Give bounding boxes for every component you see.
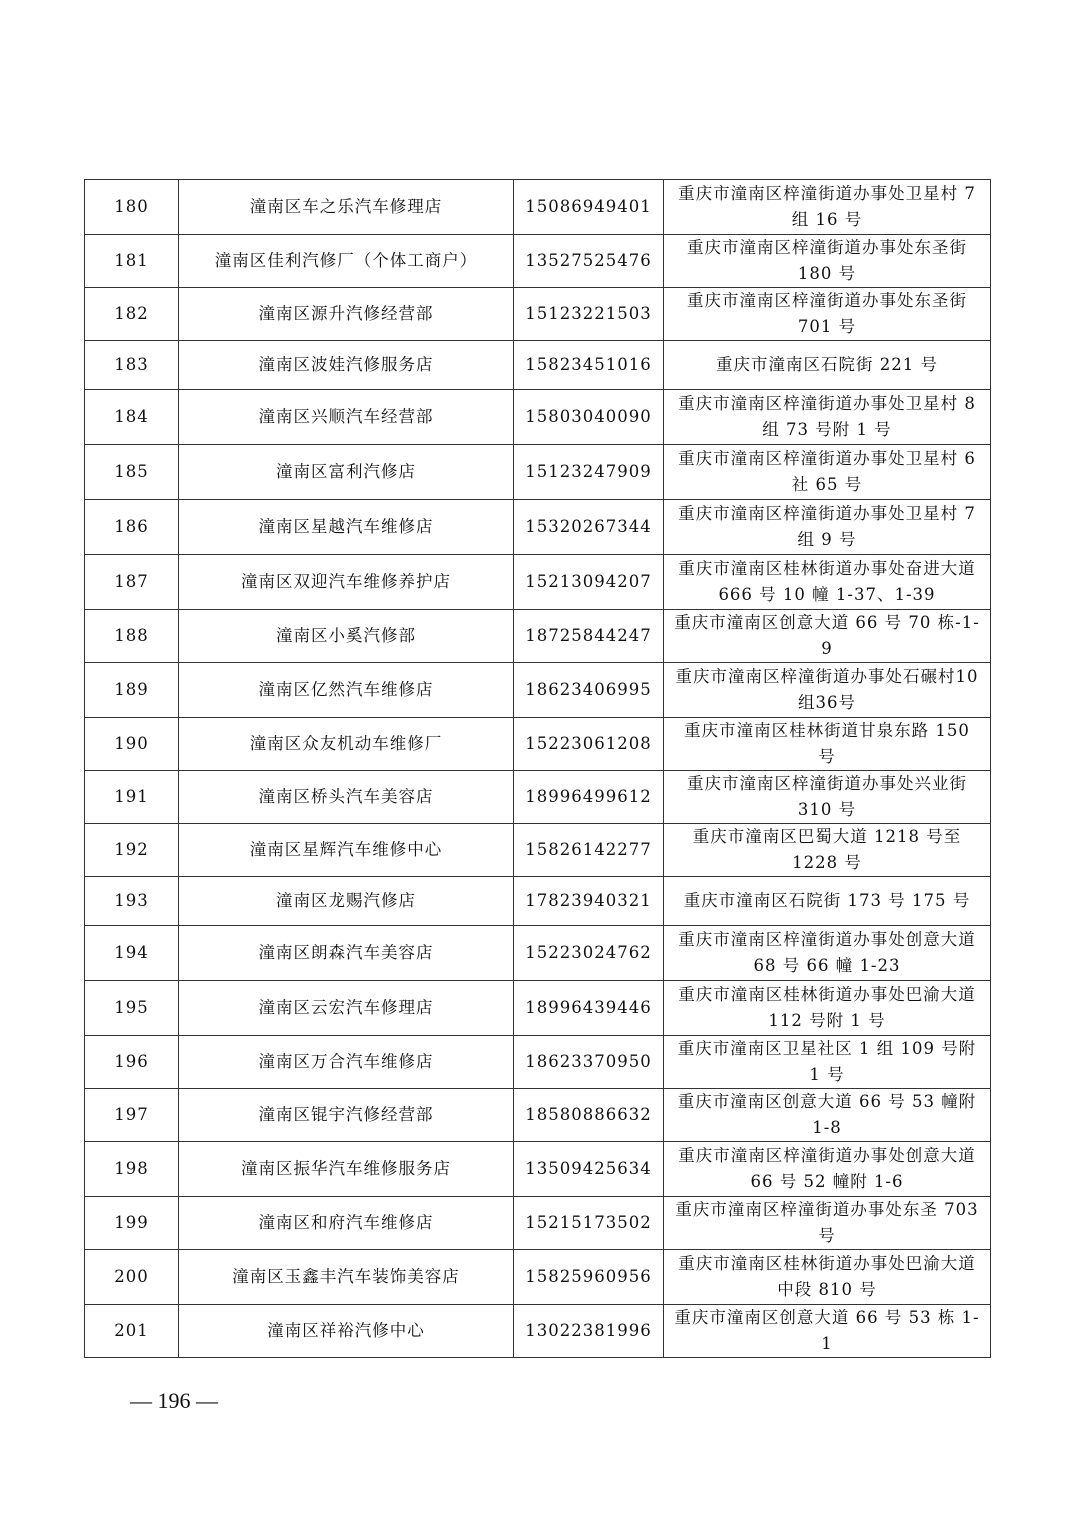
row-number: 194 (85, 926, 179, 981)
address: 重庆市潼南区桂林街道办事处巴渝大道 112 号附 1 号 (664, 981, 991, 1036)
address: 重庆市潼南区卫星社区 1 组 109 号附 1 号 (664, 1036, 991, 1089)
phone-number: 17823940321 (514, 877, 664, 926)
address: 重庆市潼南区创意大道 66 号 53 幢附 1-8 (664, 1089, 991, 1142)
business-name: 潼南区车之乐汽车修理店 (179, 180, 514, 235)
table-row (85, 981, 991, 1036)
address: 重庆市潼南区梓潼街道办事处卫星村 7 组 16 号 (664, 180, 991, 235)
business-name: 潼南区龙赐汽修店 (179, 877, 514, 926)
business-name: 潼南区祥裕汽修中心 (179, 1305, 514, 1358)
address: 重庆市潼南区梓潼街道办事处东圣街 180 号 (664, 235, 991, 288)
table-row (85, 500, 991, 555)
phone-number: 18623406995 (514, 663, 664, 718)
address: 重庆市潼南区桂林街道甘泉东路 150 号 (664, 718, 991, 771)
phone-number: 15123221503 (514, 288, 664, 341)
table-row (85, 341, 991, 390)
address: 重庆市潼南区巴蜀大道 1218 号至 1228 号 (664, 824, 991, 877)
table-row (85, 1305, 991, 1358)
address: 重庆市潼南区桂林街道办事处巴渝大道中段 810 号 (664, 1250, 991, 1305)
table-row (85, 663, 991, 718)
business-table (84, 179, 991, 1358)
address: 重庆市潼南区梓潼街道办事处卫星村 7 组 9 号 (664, 500, 991, 555)
table-row (85, 1197, 991, 1250)
table-row (85, 235, 991, 288)
row-number: 189 (85, 663, 179, 718)
phone-number: 15223024762 (514, 926, 664, 981)
table-row (85, 718, 991, 771)
table-row (85, 445, 991, 500)
business-name: 潼南区星越汽车维修店 (179, 500, 514, 555)
row-number: 199 (85, 1197, 179, 1250)
page-number: — 196 — (130, 1388, 218, 1413)
phone-number: 13022381996 (514, 1305, 664, 1358)
row-number: 180 (85, 180, 179, 235)
row-number: 195 (85, 981, 179, 1036)
business-name: 潼南区和府汽车维修店 (179, 1197, 514, 1250)
row-number: 190 (85, 718, 179, 771)
phone-number: 18996499612 (514, 771, 664, 824)
phone-number: 18623370950 (514, 1036, 664, 1089)
row-number: 197 (85, 1089, 179, 1142)
business-name: 潼南区富利汽修店 (179, 445, 514, 500)
business-name: 潼南区众友机动车维修厂 (179, 718, 514, 771)
row-number: 192 (85, 824, 179, 877)
business-name: 潼南区佳利汽修厂（个体工商户） (179, 235, 514, 288)
row-number: 184 (85, 390, 179, 445)
address: 重庆市潼南区桂林街道办事处奋进大道 666 号 10 幢 1-37、1-39 (664, 555, 991, 610)
business-name: 潼南区桥头汽车美容店 (179, 771, 514, 824)
phone-number: 15086949401 (514, 180, 664, 235)
table-row (85, 877, 991, 926)
phone-number: 15823451016 (514, 341, 664, 390)
table-row (85, 771, 991, 824)
table-body (85, 180, 991, 1358)
row-number: 200 (85, 1250, 179, 1305)
address: 重庆市潼南区梓潼街道办事处创意大道 68 号 66 幢 1-23 (664, 926, 991, 981)
business-name: 潼南区兴顺汽车经营部 (179, 390, 514, 445)
business-name: 潼南区亿然汽车维修店 (179, 663, 514, 718)
address: 重庆市潼南区创意大道 66 号 70 栋-1-9 (664, 610, 991, 663)
phone-number: 13509425634 (514, 1142, 664, 1197)
row-number: 181 (85, 235, 179, 288)
business-name: 潼南区波娃汽修服务店 (179, 341, 514, 390)
address: 重庆市潼南区梓潼街道办事处东圣 703 号 (664, 1197, 991, 1250)
table-row (85, 180, 991, 235)
phone-number: 15803040090 (514, 390, 664, 445)
phone-number: 15826142277 (514, 824, 664, 877)
phone-number: 15123247909 (514, 445, 664, 500)
table-row (85, 1089, 991, 1142)
row-number: 188 (85, 610, 179, 663)
phone-number: 18580886632 (514, 1089, 664, 1142)
business-name: 潼南区振华汽车维修服务店 (179, 1142, 514, 1197)
row-number: 191 (85, 771, 179, 824)
row-number: 196 (85, 1036, 179, 1089)
business-name: 潼南区云宏汽车修理店 (179, 981, 514, 1036)
address: 重庆市潼南区梓潼街道办事处卫星村 8 组 73 号附 1 号 (664, 390, 991, 445)
business-name: 潼南区朗森汽车美容店 (179, 926, 514, 981)
table-row (85, 390, 991, 445)
table-row (85, 1142, 991, 1197)
table-row (85, 926, 991, 981)
table-row (85, 610, 991, 663)
phone-number: 15215173502 (514, 1197, 664, 1250)
address: 重庆市潼南区创意大道 66 号 53 栋 1-1 (664, 1305, 991, 1358)
business-name: 潼南区源升汽修经营部 (179, 288, 514, 341)
row-number: 185 (85, 445, 179, 500)
row-number: 182 (85, 288, 179, 341)
business-name: 潼南区锟宇汽修经营部 (179, 1089, 514, 1142)
table-row (85, 824, 991, 877)
table-row (85, 1036, 991, 1089)
address: 重庆市潼南区石院街 221 号 (664, 341, 991, 390)
address: 重庆市潼南区梓潼街道办事处石碾村10组36号 (664, 663, 991, 718)
phone-number: 15223061208 (514, 718, 664, 771)
row-number: 201 (85, 1305, 179, 1358)
business-name: 潼南区玉鑫丰汽车装饰美容店 (179, 1250, 514, 1305)
table-row (85, 288, 991, 341)
address: 重庆市潼南区梓潼街道办事处兴业街 310 号 (664, 771, 991, 824)
phone-number: 18725844247 (514, 610, 664, 663)
table-row (85, 555, 991, 610)
row-number: 183 (85, 341, 179, 390)
business-name: 潼南区万合汽车维修店 (179, 1036, 514, 1089)
phone-number: 18996439446 (514, 981, 664, 1036)
address: 重庆市潼南区石院街 173 号 175 号 (664, 877, 991, 926)
phone-number: 15320267344 (514, 500, 664, 555)
phone-number: 15213094207 (514, 555, 664, 610)
phone-number: 15825960956 (514, 1250, 664, 1305)
row-number: 193 (85, 877, 179, 926)
business-name: 潼南区小奚汽修部 (179, 610, 514, 663)
address: 重庆市潼南区梓潼街道办事处卫星村 6 社 65 号 (664, 445, 991, 500)
row-number: 198 (85, 1142, 179, 1197)
phone-number: 13527525476 (514, 235, 664, 288)
business-name: 潼南区双迎汽车维修养护店 (179, 555, 514, 610)
business-name: 潼南区星辉汽车维修中心 (179, 824, 514, 877)
table-row (85, 1250, 991, 1305)
row-number: 186 (85, 500, 179, 555)
address: 重庆市潼南区梓潼街道办事处东圣街 701 号 (664, 288, 991, 341)
address: 重庆市潼南区梓潼街道办事处创意大道 66 号 52 幢附 1-6 (664, 1142, 991, 1197)
row-number: 187 (85, 555, 179, 610)
